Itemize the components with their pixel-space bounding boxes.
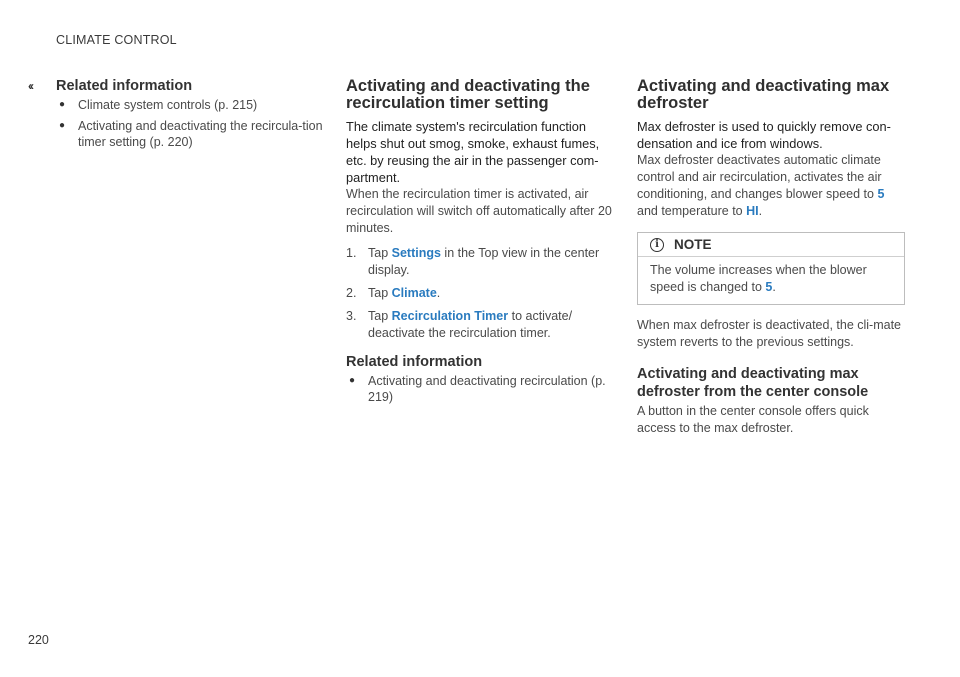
step-number: 2. bbox=[346, 286, 357, 300]
related-info-list bbox=[346, 373, 614, 405]
list-item[interactable] bbox=[346, 373, 614, 405]
step-text: Tap bbox=[368, 309, 392, 323]
body-text: Max defroster deactivates automatic climate control and air recirculation, activates the air conditioning, and changes blower speed to bbox=[637, 153, 882, 201]
max-defroster-body bbox=[637, 152, 905, 220]
note-body bbox=[638, 257, 904, 304]
bullet-icon: ● bbox=[59, 99, 66, 110]
center-console-body: A button in the center console offers quick access to the max defroster. bbox=[637, 404, 869, 435]
step-number: 1. bbox=[346, 246, 357, 260]
column-recirculation-timer bbox=[346, 78, 614, 410]
menu-label-recirculation-timer: Recirculation Timer bbox=[391, 309, 509, 323]
after-note-text: When max defroster is deactivated, the cli-mate system reverts to the previous settings. bbox=[637, 318, 902, 349]
bullet-icon: ● bbox=[349, 375, 356, 386]
step-text: Tap bbox=[368, 286, 392, 300]
recirc-timer-steps bbox=[346, 245, 614, 342]
link-text[interactable]: Climate system controls (p. 215) bbox=[78, 98, 258, 112]
note-text: . bbox=[772, 280, 776, 294]
menu-label-climate: Climate bbox=[391, 286, 437, 300]
step-text: to activate/ deactivate the recirculation timer. bbox=[368, 309, 573, 340]
blower-speed-value: 5 bbox=[765, 280, 773, 294]
step-item bbox=[346, 285, 614, 302]
list-item[interactable] bbox=[56, 118, 324, 150]
menu-label-settings: Settings bbox=[391, 246, 441, 260]
list-item[interactable] bbox=[56, 97, 324, 113]
max-defroster-title: Activating and deactivating max defroster bbox=[637, 77, 890, 112]
link-text[interactable]: Activating and deactivating the recircula-tion timer setting (p. 220) bbox=[78, 119, 323, 149]
body-text: and temperature to bbox=[637, 204, 747, 218]
recirc-timer-title: Activating and deactivating the recirculation timer setting bbox=[346, 77, 590, 112]
related-info-list bbox=[56, 97, 324, 150]
max-defroster-lead: Max defroster is used to quickly remove con-densation and ice from windows. bbox=[637, 119, 891, 151]
note-text: The volume increases when the blower speed is changed to bbox=[650, 263, 867, 294]
related-info-heading: Related information bbox=[346, 354, 483, 370]
page-number: 220 bbox=[28, 633, 49, 647]
recirc-timer-body: When the recirculation timer is activated, air recirculation will switch off automatically after 20 minutes. bbox=[346, 187, 612, 235]
column-max-defroster bbox=[637, 78, 905, 437]
step-item bbox=[346, 308, 614, 342]
step-item bbox=[346, 245, 614, 279]
related-info-heading: Related information bbox=[56, 78, 193, 94]
section-header: CLIMATE CONTROL bbox=[56, 33, 177, 47]
step-text: . bbox=[436, 286, 441, 300]
bullet-icon: ● bbox=[59, 120, 66, 131]
info-icon: i bbox=[650, 238, 664, 252]
step-number: 3. bbox=[346, 309, 357, 323]
link-text[interactable]: Activating and deactivating recirculation (p. 219) bbox=[368, 374, 606, 404]
continued-marker-icon: ‹‹ bbox=[28, 79, 32, 93]
temperature-value: HI bbox=[746, 204, 759, 218]
column-related-info bbox=[56, 78, 324, 155]
step-text: Tap bbox=[368, 246, 392, 260]
body-text: . bbox=[758, 204, 763, 218]
note-title: NOTE bbox=[674, 237, 712, 252]
note-box bbox=[637, 232, 905, 305]
recirc-timer-lead: The climate system's recirculation function helps shut out smog, smoke, exhaust fumes, etc. by reusing the air in the passenger com-partment. bbox=[346, 119, 600, 185]
step-text: in the Top view in the center display. bbox=[368, 246, 600, 277]
blower-speed-value: 5 bbox=[877, 187, 885, 201]
note-header bbox=[638, 233, 904, 257]
center-console-heading: Activating and deactivating max defroster from the center console bbox=[637, 366, 869, 400]
